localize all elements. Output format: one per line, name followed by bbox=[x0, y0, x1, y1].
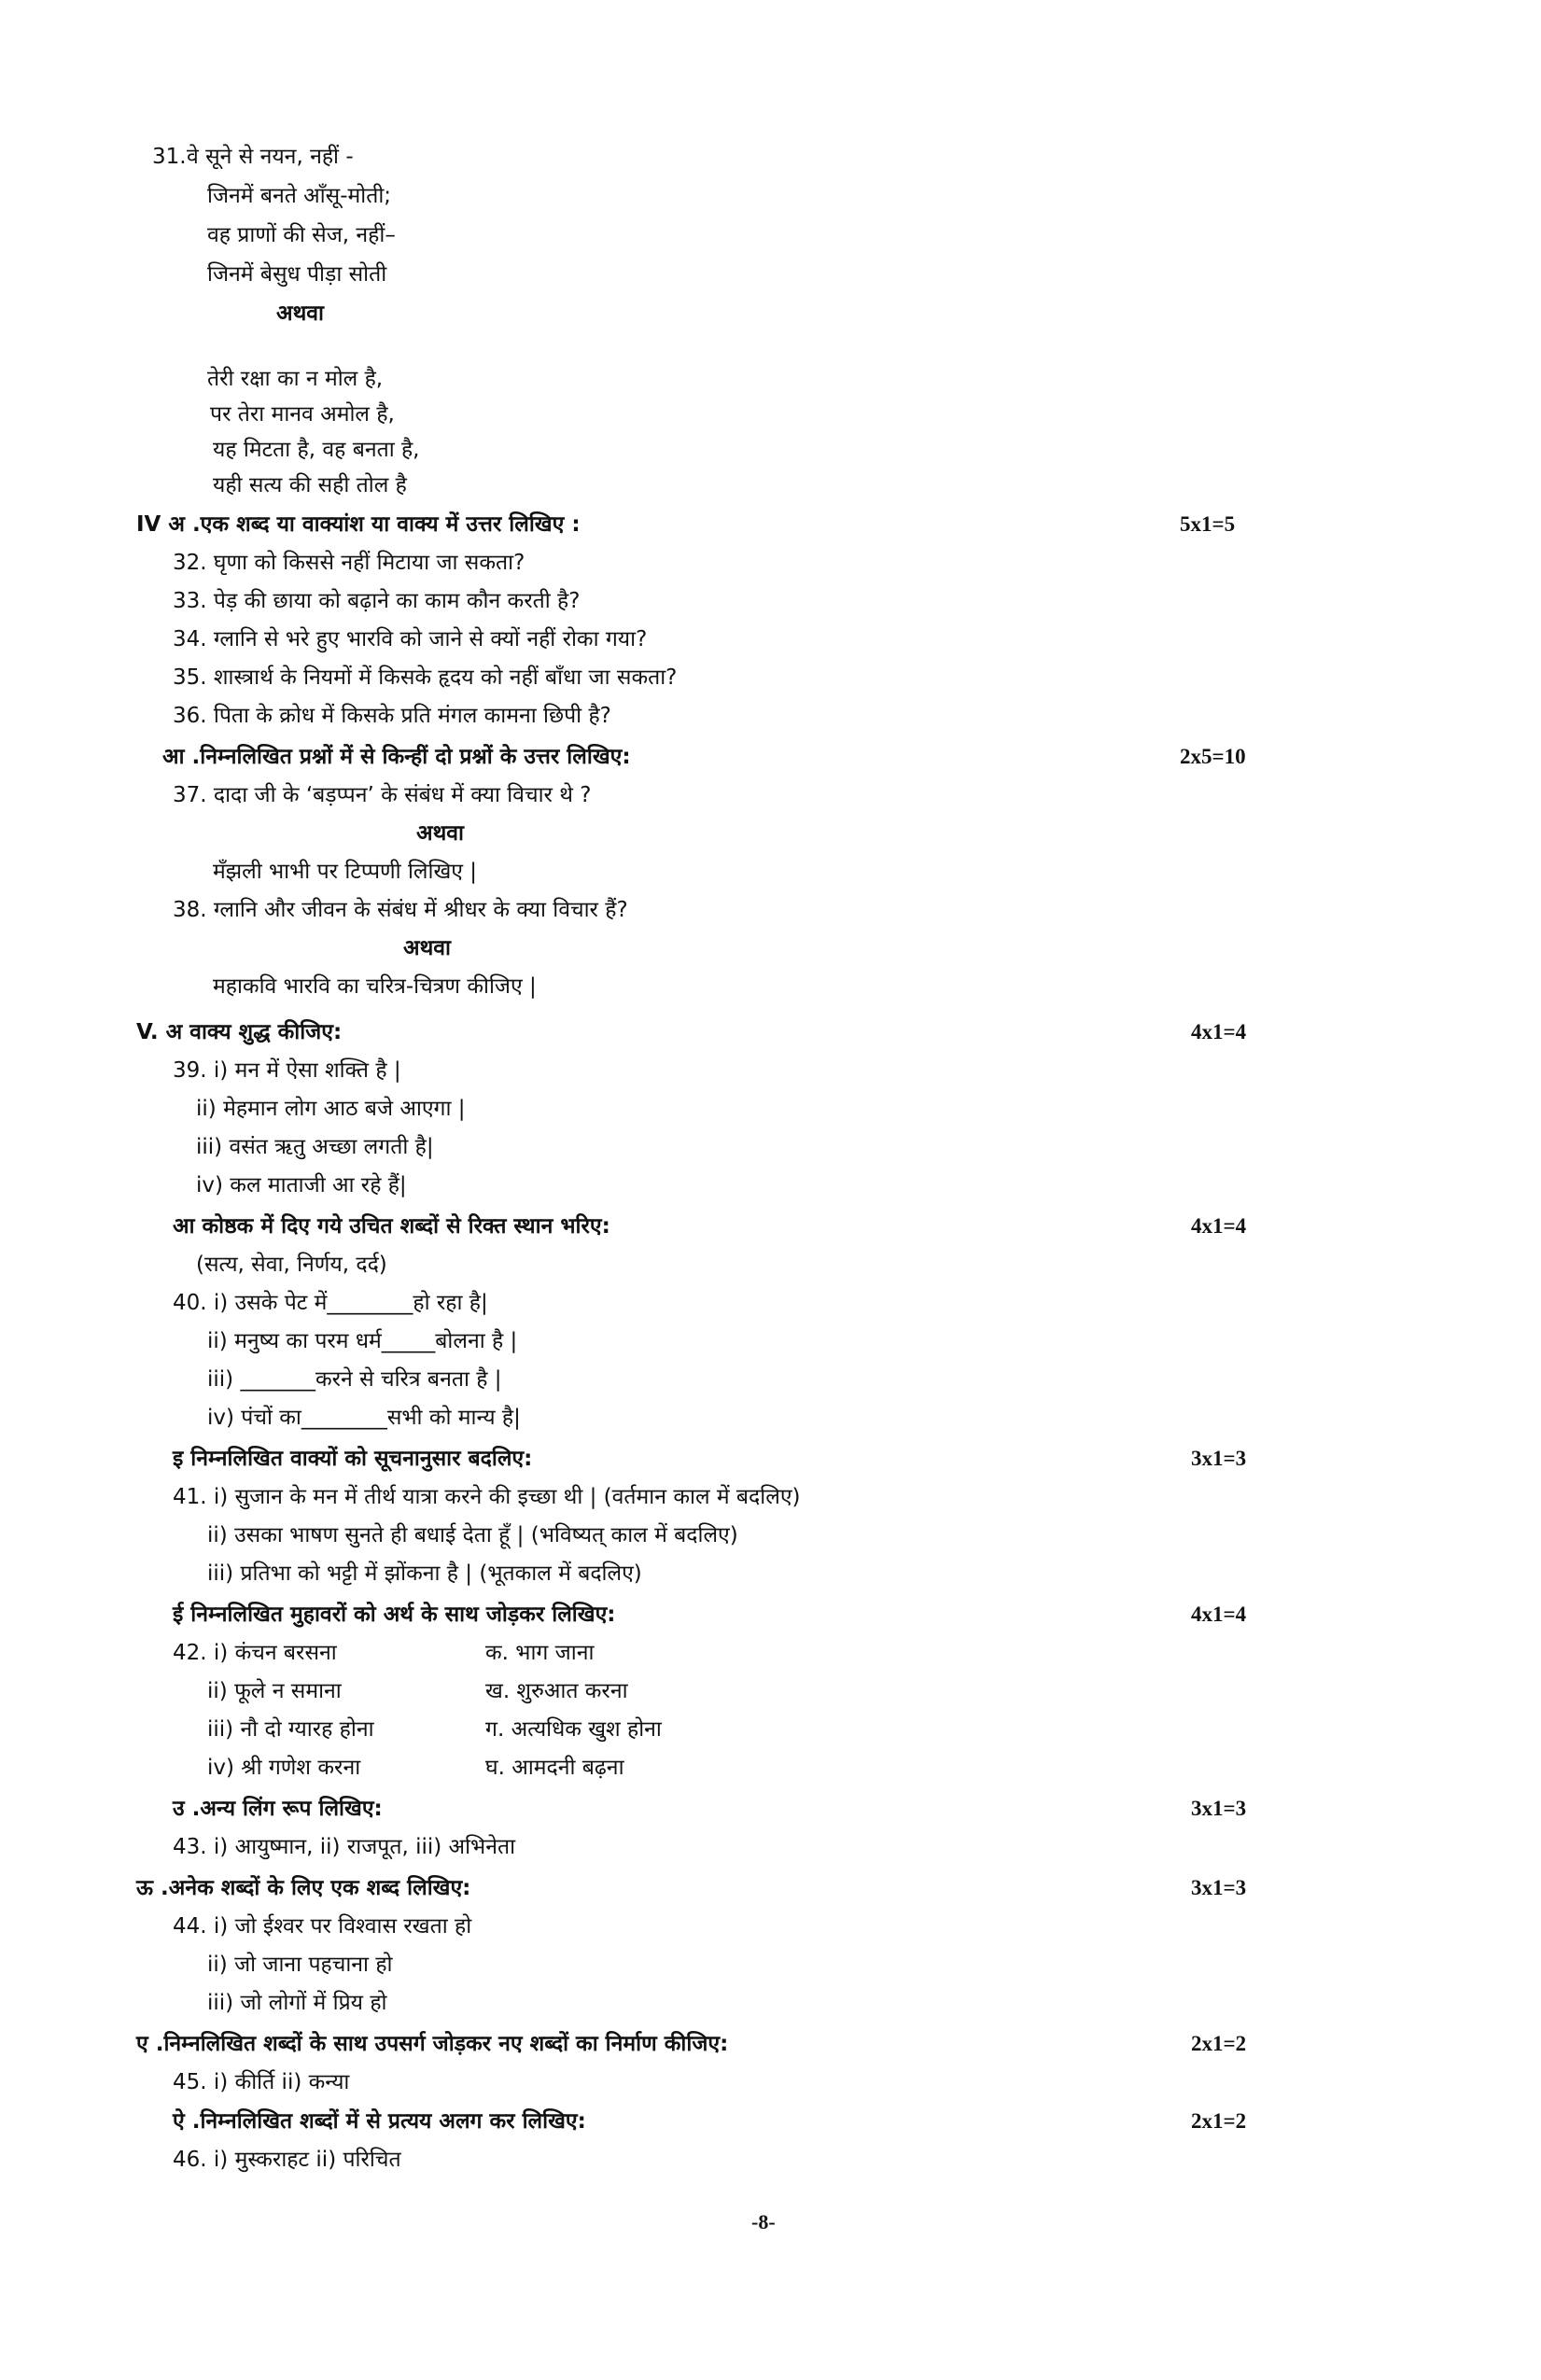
poem2-line: यही सत्य की सही तोल है bbox=[213, 473, 407, 497]
section-heading: ई निम्नलिखित मुहावरों को अर्थ के साथ जोड़कर लिखिए: bbox=[173, 1603, 616, 1627]
page-number: -8- bbox=[751, 2210, 776, 2233]
section-heading: ऊ .अनेक शब्दों के लिए एक शब्द लिखिए: bbox=[136, 1876, 471, 1900]
q31-number: 31. bbox=[152, 145, 187, 169]
or-label: अथवा bbox=[276, 301, 325, 326]
question: iv) कल माताजी आ रहे हैं| bbox=[196, 1173, 407, 1197]
question: iii) प्रतिभा को भट्टी में झोंकना है | (भूतकाल में बदलिए) bbox=[207, 1561, 642, 1586]
marks-label: 2x1=2 bbox=[1191, 2109, 1247, 2133]
marks-label: 4x1=4 bbox=[1191, 1214, 1247, 1238]
marks-label: 2x5=10 bbox=[1180, 745, 1246, 768]
question: 45. i) कीर्ति ii) कन्या bbox=[173, 2070, 350, 2094]
poem2-line: तेरी रक्षा का न मोल है, bbox=[207, 367, 384, 391]
question: ii) मेहमान लोग आठ बजे आएगा | bbox=[196, 1097, 466, 1121]
or-label: अथवा bbox=[416, 821, 465, 846]
section-heading: IV अ .एक शब्द या वाक्यांश या वाक्य में उत्तर लिखिए : bbox=[136, 512, 581, 537]
question: ii) जो जाना पहचाना हो bbox=[207, 1953, 393, 1977]
question: 43. i) आयुष्मान, ii) राजपूत, iii) अभिनेता bbox=[173, 1835, 516, 1859]
question: 32. घृणा को किससे नहीं मिटाया जा सकता? bbox=[173, 551, 525, 575]
poem1-line: जिनमें बेसुध पीड़ा सोती bbox=[207, 262, 387, 287]
section-heading: ए .निम्नलिखित शब्दों के साथ उपसर्ग जोड़कर नए शब्दों का निर्माण कीजिए: bbox=[136, 2032, 729, 2056]
poem1-line: वे सूने से नयन, नहीं - bbox=[187, 145, 354, 169]
question: महाकवि भारवि का चरित्र-चित्रण कीजिए | bbox=[213, 974, 537, 999]
idiom-right: क. भाग जाना bbox=[485, 1641, 595, 1665]
marks-label: 4x1=4 bbox=[1191, 1603, 1247, 1626]
question: ii) उसका भाषण सुनते ही बधाई देता हूँ | (भविष्यत् काल में बदलिए) bbox=[207, 1523, 738, 1547]
section-heading: V. अ वाक्य शुद्ध कीजिए: bbox=[136, 1020, 343, 1044]
marks-label: 3x1=3 bbox=[1191, 1447, 1247, 1470]
question: ii) मनुष्य का परम धर्म_____बोलना है | bbox=[207, 1329, 518, 1353]
question: iii) वसंत ऋतु अच्छा लगती है| bbox=[196, 1135, 434, 1159]
word-list: (सत्य, सेवा, निर्णय, दर्द) bbox=[196, 1253, 387, 1277]
idiom-left: ii) फूले न समाना bbox=[207, 1679, 342, 1703]
marks-label: 5x1=5 bbox=[1180, 512, 1236, 536]
marks-label: 3x1=3 bbox=[1191, 1797, 1247, 1820]
or-label: अथवा bbox=[403, 936, 452, 960]
section-heading: आ .निम्नलिखित प्रश्नों में से किन्हीं दो प्रश्नों के उत्तर लिखिए: bbox=[162, 745, 631, 769]
marks-label: 2x1=2 bbox=[1191, 2032, 1247, 2055]
poem2-line: पर तेरा मानव अमोल है, bbox=[210, 402, 395, 427]
idiom-left: 42. i) कंचन बरसना bbox=[173, 1641, 337, 1665]
question: 37. दादा जी के ‘बड़प्पन’ के संबंध में क्या विचार थे ? bbox=[173, 783, 592, 807]
question: 39. i) मन में ऐसा शक्ति है | bbox=[173, 1058, 401, 1083]
question: iii) जो लोगों में प्रिय हो bbox=[207, 1991, 387, 2015]
marks-label: 3x1=3 bbox=[1191, 1876, 1247, 1899]
idiom-left: iii) नौ दो ग्यारह होना bbox=[207, 1717, 374, 1742]
idiom-right: ग. अत्यधिक खुश होना bbox=[485, 1717, 662, 1742]
question: 38. ग्लानि और जीवन के संबंध में श्रीधर के क्या विचार हैं? bbox=[173, 898, 628, 922]
question: 46. i) मुस्कराहट ii) परिचित bbox=[173, 2148, 401, 2172]
question: मँझली भाभी पर टिप्पणी लिखिए | bbox=[213, 860, 478, 884]
question: 41. i) सुजान के मन में तीर्थ यात्रा करने की इच्छा थी | (वर्तमान काल में बदलिए) bbox=[173, 1485, 801, 1509]
question: 40. i) उसके पेट में________हो रहा है| bbox=[173, 1291, 488, 1315]
section-heading: आ कोष्ठक में दिए गये उचित शब्दों से रिक्त स्थान भरिए: bbox=[173, 1214, 610, 1239]
idiom-left: iv) श्री गणेश करना bbox=[207, 1756, 361, 1780]
section-heading: उ .अन्य लिंग रूप लिखिए: bbox=[173, 1797, 383, 1821]
question: 33. पेड़ की छाया को बढ़ाने का काम कौन करती है? bbox=[173, 589, 581, 613]
poem1-line: वह प्राणों की सेज, नहीं– bbox=[207, 223, 396, 247]
question: 35. शास्त्रार्थ के नियमों में किसके हृदय को नहीं बाँधा जा सकता? bbox=[173, 665, 678, 690]
question: iv) पंचों का________सभी को मान्य है| bbox=[207, 1406, 521, 1430]
section-heading: इ निम्नलिखित वाक्यों को सूचनानुसार बदलिए: bbox=[173, 1447, 533, 1471]
question: 36. पिता के क्रोध में किसके प्रति मंगल कामना छिपी है? bbox=[173, 704, 611, 728]
question: iii) _______करने से चरित्र बनता है | bbox=[207, 1367, 502, 1392]
poem1-line: जिनमें बनते आँसू-मोती; bbox=[207, 184, 392, 208]
section-heading: ऐ .निम्नलिखित शब्दों में से प्रत्यय अलग कर लिखिए: bbox=[173, 2109, 586, 2134]
question: 34. ग्लानि से भरे हुए भारवि को जाने से क्यों नहीं रोका गया? bbox=[173, 627, 648, 651]
poem2-line: यह मिटता है, वह बनता है, bbox=[213, 438, 420, 462]
marks-label: 4x1=4 bbox=[1191, 1020, 1247, 1043]
idiom-right: ख. शुरुआत करना bbox=[485, 1679, 628, 1703]
idiom-right: घ. आमदनी बढ़ना bbox=[485, 1756, 624, 1780]
question: 44. i) जो ईश्वर पर विश्वास रखता हो bbox=[173, 1914, 472, 1939]
